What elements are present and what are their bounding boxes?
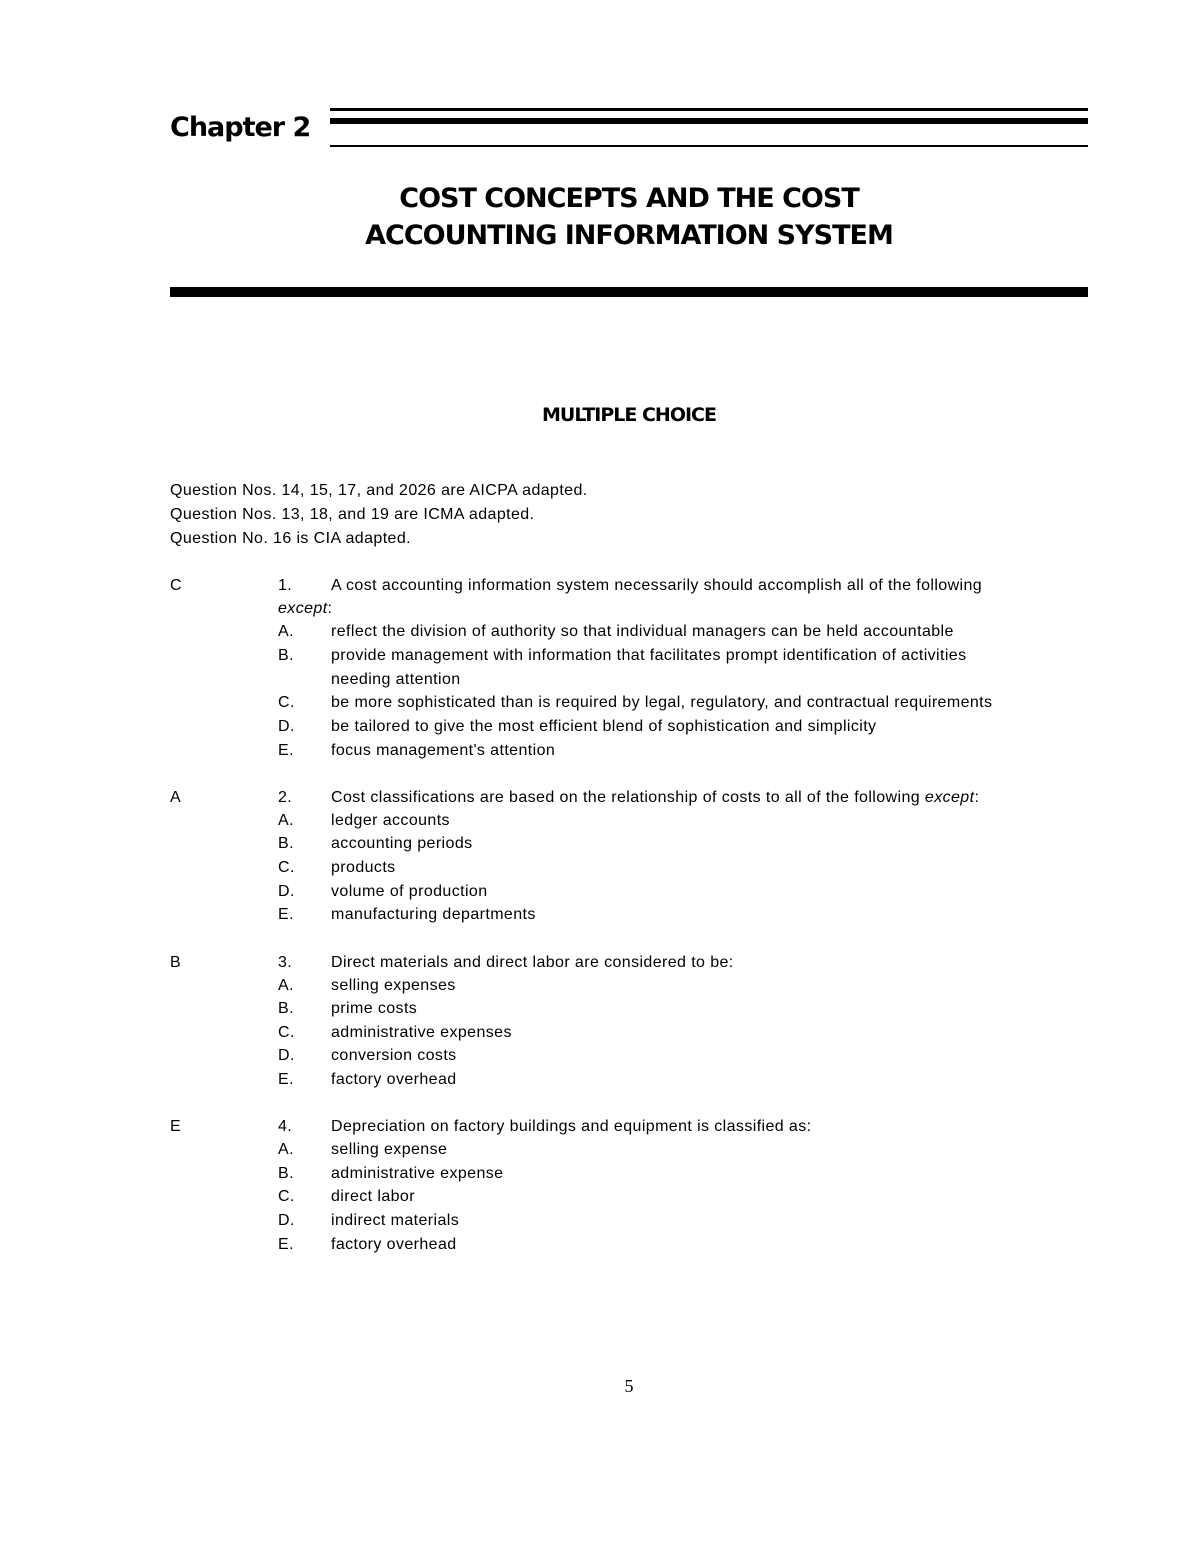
- option-letter: C.: [278, 1024, 295, 1041]
- option-letter: D.: [278, 718, 295, 735]
- adaptation-note: Question Nos. 14, 15, 17, and 2026 are AICPA adapted.: [170, 482, 588, 499]
- option-letter: D.: [278, 1047, 295, 1064]
- except-emphasis: except: [924, 789, 975, 806]
- option-text: volume of production: [331, 883, 488, 900]
- option-letter: B.: [278, 1000, 294, 1017]
- option-text: products: [331, 859, 396, 876]
- option-letter: E.: [278, 906, 294, 923]
- header-rule-top: [330, 108, 1088, 111]
- adaptation-note: Question Nos. 13, 18, and 19 are ICMA adapted.: [170, 506, 535, 523]
- option-letter: E.: [278, 1071, 294, 1088]
- chapter-label: Chapter 2: [170, 112, 311, 143]
- option-letter: C.: [278, 1188, 295, 1205]
- option-text: reflect the division of authority so that individual managers can be held accountable: [331, 623, 954, 640]
- chapter-title-line-1: COST CONCEPTS AND THE COST: [399, 183, 859, 214]
- header-rule-bottom: [330, 145, 1088, 147]
- option-text: be more sophisticated than is required by legal, regulatory, and contractual requirements: [331, 694, 993, 711]
- option-letter: E.: [278, 742, 294, 759]
- option-letter: C.: [278, 859, 295, 876]
- question-stem: Direct materials and direct labor are considered to be:: [331, 954, 734, 971]
- option-text: factory overhead: [331, 1236, 457, 1253]
- question-stem: Depreciation on factory buildings and equipment is classified as:: [331, 1118, 812, 1135]
- option-text-continuation: needing attention: [331, 671, 461, 688]
- option-text: manufacturing departments: [331, 906, 536, 923]
- option-letter: B.: [278, 835, 294, 852]
- question-stem: Cost classifications are based on the relationship of costs to all of the following except:: [331, 789, 980, 806]
- option-letter: A.: [278, 1141, 294, 1158]
- option-text: selling expenses: [331, 977, 456, 994]
- option-text: ledger accounts: [331, 812, 450, 829]
- option-text: indirect materials: [331, 1212, 460, 1229]
- option-letter: B.: [278, 1165, 294, 1182]
- option-text: provide management with information that facilitates prompt identification of activities: [331, 647, 967, 664]
- option-letter: D.: [278, 1212, 295, 1229]
- option-text: focus management's attention: [331, 742, 556, 759]
- option-text: direct labor: [331, 1188, 415, 1205]
- option-text: administrative expense: [331, 1165, 504, 1182]
- option-text: factory overhead: [331, 1071, 457, 1088]
- header-rule-middle: [330, 118, 1088, 124]
- question-stem-continuation: except:: [278, 600, 333, 617]
- option-letter: D.: [278, 883, 295, 900]
- question-number: 1.: [278, 577, 293, 594]
- option-text: selling expense: [331, 1141, 448, 1158]
- question-number: 3.: [278, 954, 293, 971]
- option-letter: E.: [278, 1236, 294, 1253]
- option-letter: A.: [278, 623, 294, 640]
- option-letter: A.: [278, 812, 294, 829]
- title-divider: [170, 287, 1088, 297]
- except-emphasis: except: [278, 600, 328, 617]
- option-text: prime costs: [331, 1000, 418, 1017]
- answer-key: A: [170, 789, 182, 806]
- question-number: 4.: [278, 1118, 293, 1135]
- option-text: administrative expenses: [331, 1024, 512, 1041]
- option-letter: A.: [278, 977, 294, 994]
- answer-key: B: [170, 954, 182, 971]
- option-text: accounting periods: [331, 835, 473, 852]
- page-number: 5: [624, 1376, 634, 1396]
- option-text: be tailored to give the most efficient blend of sophistication and simplicity: [331, 718, 877, 735]
- section-heading: MULTIPLE CHOICE: [542, 404, 716, 426]
- option-text: conversion costs: [331, 1047, 457, 1064]
- answer-key: E: [170, 1118, 182, 1135]
- chapter-title-line-2: ACCOUNTING INFORMATION SYSTEM: [365, 220, 893, 251]
- answer-key: C: [170, 577, 182, 594]
- option-letter: C.: [278, 694, 295, 711]
- question-stem: A cost accounting information system necessarily should accomplish all of the following: [331, 577, 983, 594]
- question-number: 2.: [278, 789, 293, 806]
- adaptation-note: Question No. 16 is CIA adapted.: [170, 530, 411, 547]
- option-letter: B.: [278, 647, 294, 664]
